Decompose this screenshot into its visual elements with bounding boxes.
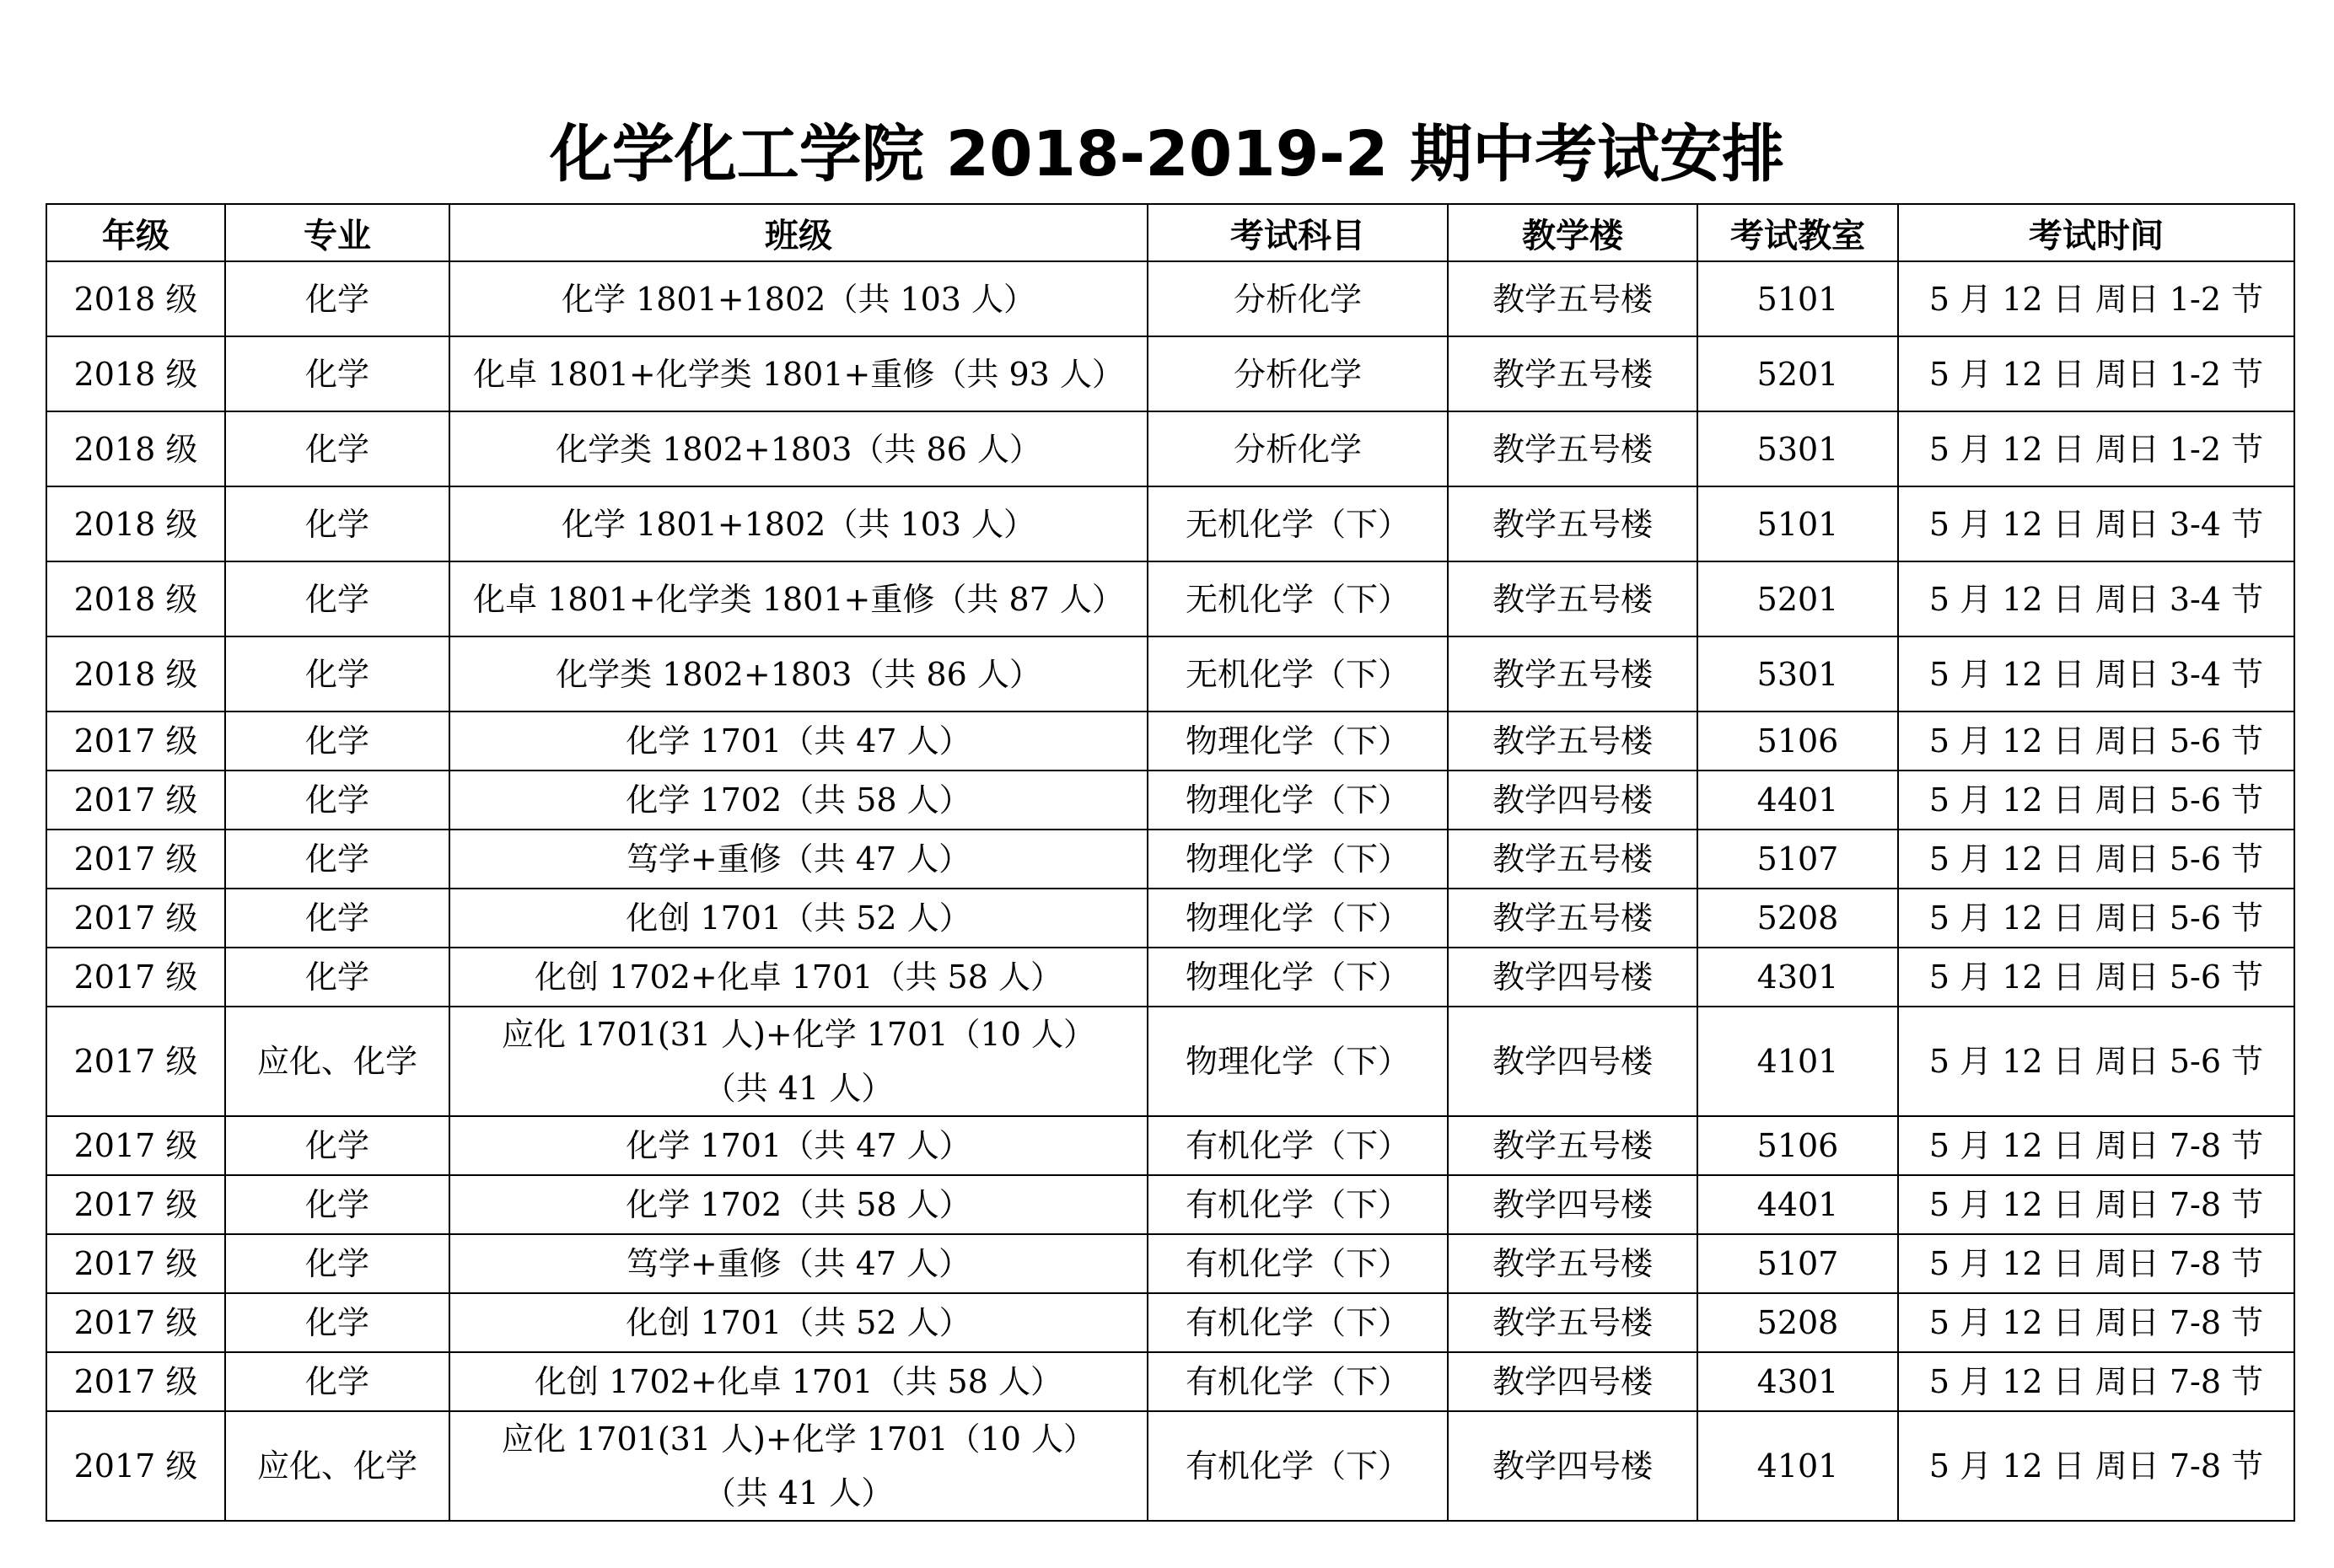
cell-subject: 有机化学（下） [1148, 1175, 1448, 1234]
table-row [46, 948, 2294, 1007]
cell-grade: 2017 级 [46, 830, 225, 889]
cell-room: 5107 [1697, 1234, 1898, 1293]
column-header-subject: 考试科目 [1148, 204, 1448, 261]
table-row [46, 1007, 2294, 1116]
cell-major: 化学 [225, 771, 449, 830]
table-row [46, 486, 2294, 561]
cell-building: 教学四号楼 [1448, 1411, 1697, 1521]
cell-class-line-2: （共 41 人） [703, 1474, 894, 1512]
cell-room: 5301 [1697, 411, 1898, 486]
cell-time: 5 月 12 日 周日 3-4 节 [1898, 486, 2294, 561]
cell-class: 化学 1701（共 47 人） [449, 1116, 1148, 1175]
cell-grade: 2017 级 [46, 948, 225, 1007]
table-row [46, 1116, 2294, 1175]
table-row [46, 1411, 2294, 1521]
cell-room: 4301 [1697, 948, 1898, 1007]
cell-building: 教学五号楼 [1448, 830, 1697, 889]
table-row [46, 889, 2294, 948]
cell-class: 化创 1701（共 52 人） [449, 889, 1148, 948]
cell-class-line-1: 应化 1701(31 人)+化学 1701（10 人） [502, 1420, 1095, 1458]
table-row [46, 561, 2294, 636]
cell-room: 4101 [1697, 1007, 1898, 1116]
table-row [46, 830, 2294, 889]
cell-grade: 2018 级 [46, 486, 225, 561]
cell-subject: 物理化学（下） [1148, 889, 1448, 948]
cell-grade: 2018 级 [46, 336, 225, 411]
cell-class: 笃学+重修（共 47 人） [449, 1234, 1148, 1293]
cell-building: 教学四号楼 [1448, 1007, 1697, 1116]
cell-class: 化学 1702（共 58 人） [449, 1175, 1148, 1234]
cell-subject: 物理化学（下） [1148, 712, 1448, 771]
cell-room: 5101 [1697, 261, 1898, 336]
cell-grade: 2017 级 [46, 1293, 225, 1352]
cell-subject: 分析化学 [1148, 336, 1448, 411]
cell-major: 化学 [225, 336, 449, 411]
cell-grade: 2017 级 [46, 1007, 225, 1116]
cell-building: 教学五号楼 [1448, 261, 1697, 336]
cell-class: 化卓 1801+化学类 1801+重修（共 87 人） [449, 561, 1148, 636]
cell-class: 化学 1701（共 47 人） [449, 712, 1148, 771]
cell-subject: 无机化学（下） [1148, 486, 1448, 561]
cell-subject: 无机化学（下） [1148, 636, 1448, 712]
table-row [46, 1293, 2294, 1352]
column-header-time: 考试时间 [1898, 204, 2294, 261]
table-row [46, 1352, 2294, 1411]
cell-room: 5208 [1697, 1293, 1898, 1352]
cell-grade: 2017 级 [46, 1411, 225, 1521]
cell-time: 5 月 12 日 周日 7-8 节 [1898, 1234, 2294, 1293]
cell-class: 化学 1702（共 58 人） [449, 771, 1148, 830]
cell-major: 应化、化学 [225, 1007, 449, 1116]
cell-building: 教学四号楼 [1448, 948, 1697, 1007]
cell-time: 5 月 12 日 周日 5-6 节 [1898, 830, 2294, 889]
cell-grade: 2018 级 [46, 411, 225, 486]
cell-time: 5 月 12 日 周日 7-8 节 [1898, 1352, 2294, 1411]
table-row [46, 1234, 2294, 1293]
cell-building: 教学五号楼 [1448, 486, 1697, 561]
cell-class: 化学 1801+1802（共 103 人） [449, 261, 1148, 336]
column-header-grade: 年级 [46, 204, 225, 261]
cell-grade: 2017 级 [46, 712, 225, 771]
cell-major: 化学 [225, 411, 449, 486]
cell-subject: 有机化学（下） [1148, 1116, 1448, 1175]
cell-subject: 有机化学（下） [1148, 1352, 1448, 1411]
cell-class: 化学类 1802+1803（共 86 人） [449, 636, 1148, 712]
cell-time: 5 月 12 日 周日 1-2 节 [1898, 411, 2294, 486]
cell-time: 5 月 12 日 周日 3-4 节 [1898, 561, 2294, 636]
cell-grade: 2018 级 [46, 636, 225, 712]
cell-time: 5 月 12 日 周日 7-8 节 [1898, 1116, 2294, 1175]
cell-time: 5 月 12 日 周日 5-6 节 [1898, 889, 2294, 948]
cell-class: 化创 1701（共 52 人） [449, 1293, 1148, 1352]
cell-major: 化学 [225, 889, 449, 948]
cell-building: 教学五号楼 [1448, 336, 1697, 411]
cell-major: 化学 [225, 948, 449, 1007]
cell-room: 4401 [1697, 1175, 1898, 1234]
cell-major: 化学 [225, 1234, 449, 1293]
cell-class: 化创 1702+化卓 1701（共 58 人） [449, 1352, 1148, 1411]
cell-time: 5 月 12 日 周日 5-6 节 [1898, 712, 2294, 771]
cell-time: 5 月 12 日 周日 7-8 节 [1898, 1293, 2294, 1352]
cell-time: 5 月 12 日 周日 5-6 节 [1898, 1007, 2294, 1116]
cell-building: 教学四号楼 [1448, 1175, 1697, 1234]
cell-class: 化创 1702+化卓 1701（共 58 人） [449, 948, 1148, 1007]
cell-major: 化学 [225, 830, 449, 889]
cell-class [449, 1411, 1148, 1521]
cell-major: 化学 [225, 1116, 449, 1175]
cell-grade: 2017 级 [46, 771, 225, 830]
column-header-major: 专业 [225, 204, 449, 261]
table-row [46, 411, 2294, 486]
table-row [46, 636, 2294, 712]
cell-subject: 物理化学（下） [1148, 948, 1448, 1007]
cell-major: 化学 [225, 1352, 449, 1411]
cell-major: 应化、化学 [225, 1411, 449, 1521]
cell-room: 4101 [1697, 1411, 1898, 1521]
cell-major: 化学 [225, 636, 449, 712]
column-header-building: 教学楼 [1448, 204, 1697, 261]
cell-room: 5201 [1697, 336, 1898, 411]
cell-building: 教学五号楼 [1448, 411, 1697, 486]
cell-room: 5201 [1697, 561, 1898, 636]
cell-class: 化学类 1802+1803（共 86 人） [449, 411, 1148, 486]
cell-building: 教学五号楼 [1448, 712, 1697, 771]
cell-room: 5101 [1697, 486, 1898, 561]
cell-grade: 2018 级 [46, 561, 225, 636]
cell-subject: 有机化学（下） [1148, 1411, 1448, 1521]
cell-class: 化学 1801+1802（共 103 人） [449, 486, 1148, 561]
cell-room: 5301 [1697, 636, 1898, 712]
table-row [46, 1175, 2294, 1234]
cell-major: 化学 [225, 486, 449, 561]
exam-schedule-table [46, 203, 2295, 1522]
cell-room: 5106 [1697, 1116, 1898, 1175]
column-header-room: 考试教室 [1697, 204, 1898, 261]
cell-subject: 有机化学（下） [1148, 1234, 1448, 1293]
cell-major: 化学 [225, 1293, 449, 1352]
cell-class [449, 1007, 1148, 1116]
cell-grade: 2017 级 [46, 1116, 225, 1175]
cell-major: 化学 [225, 561, 449, 636]
page-title: 化学化工学院 2018-2019-2 期中考试安排 [549, 118, 1785, 191]
cell-major: 化学 [225, 261, 449, 336]
cell-time: 5 月 12 日 周日 5-6 节 [1898, 771, 2294, 830]
cell-room: 4301 [1697, 1352, 1898, 1411]
table-row [46, 261, 2294, 336]
cell-building: 教学五号楼 [1448, 1293, 1697, 1352]
cell-room: 5107 [1697, 830, 1898, 889]
cell-room: 5106 [1697, 712, 1898, 771]
table-row [46, 336, 2294, 411]
table-row [46, 712, 2294, 771]
column-header-class: 班级 [449, 204, 1148, 261]
cell-class-line-1: 应化 1701(31 人)+化学 1701（10 人） [502, 1016, 1095, 1053]
cell-building: 教学五号楼 [1448, 636, 1697, 712]
cell-subject: 有机化学（下） [1148, 1293, 1448, 1352]
cell-time: 5 月 12 日 周日 3-4 节 [1898, 636, 2294, 712]
cell-class: 化卓 1801+化学类 1801+重修（共 93 人） [449, 336, 1148, 411]
cell-grade: 2017 级 [46, 889, 225, 948]
cell-room: 4401 [1697, 771, 1898, 830]
cell-building: 教学五号楼 [1448, 561, 1697, 636]
cell-subject: 物理化学（下） [1148, 771, 1448, 830]
cell-building: 教学四号楼 [1448, 771, 1697, 830]
cell-time: 5 月 12 日 周日 7-8 节 [1898, 1175, 2294, 1234]
cell-time: 5 月 12 日 周日 7-8 节 [1898, 1411, 2294, 1521]
cell-building: 教学五号楼 [1448, 1234, 1697, 1293]
cell-subject: 分析化学 [1148, 261, 1448, 336]
table-header-row [46, 204, 2294, 261]
cell-time: 5 月 12 日 周日 1-2 节 [1898, 336, 2294, 411]
cell-grade: 2017 级 [46, 1234, 225, 1293]
cell-room: 5208 [1697, 889, 1898, 948]
cell-grade: 2017 级 [46, 1175, 225, 1234]
cell-subject: 分析化学 [1148, 411, 1448, 486]
table-row [46, 771, 2294, 830]
cell-class: 笃学+重修（共 47 人） [449, 830, 1148, 889]
cell-class-line-2: （共 41 人） [703, 1070, 894, 1107]
cell-building: 教学五号楼 [1448, 889, 1697, 948]
cell-grade: 2018 级 [46, 261, 225, 336]
cell-building: 教学四号楼 [1448, 1352, 1697, 1411]
cell-grade: 2017 级 [46, 1352, 225, 1411]
cell-time: 5 月 12 日 周日 1-2 节 [1898, 261, 2294, 336]
cell-major: 化学 [225, 712, 449, 771]
cell-major: 化学 [225, 1175, 449, 1234]
cell-subject: 无机化学（下） [1148, 561, 1448, 636]
cell-subject: 物理化学（下） [1148, 830, 1448, 889]
cell-time: 5 月 12 日 周日 5-6 节 [1898, 948, 2294, 1007]
cell-building: 教学五号楼 [1448, 1116, 1697, 1175]
cell-subject: 物理化学（下） [1148, 1007, 1448, 1116]
